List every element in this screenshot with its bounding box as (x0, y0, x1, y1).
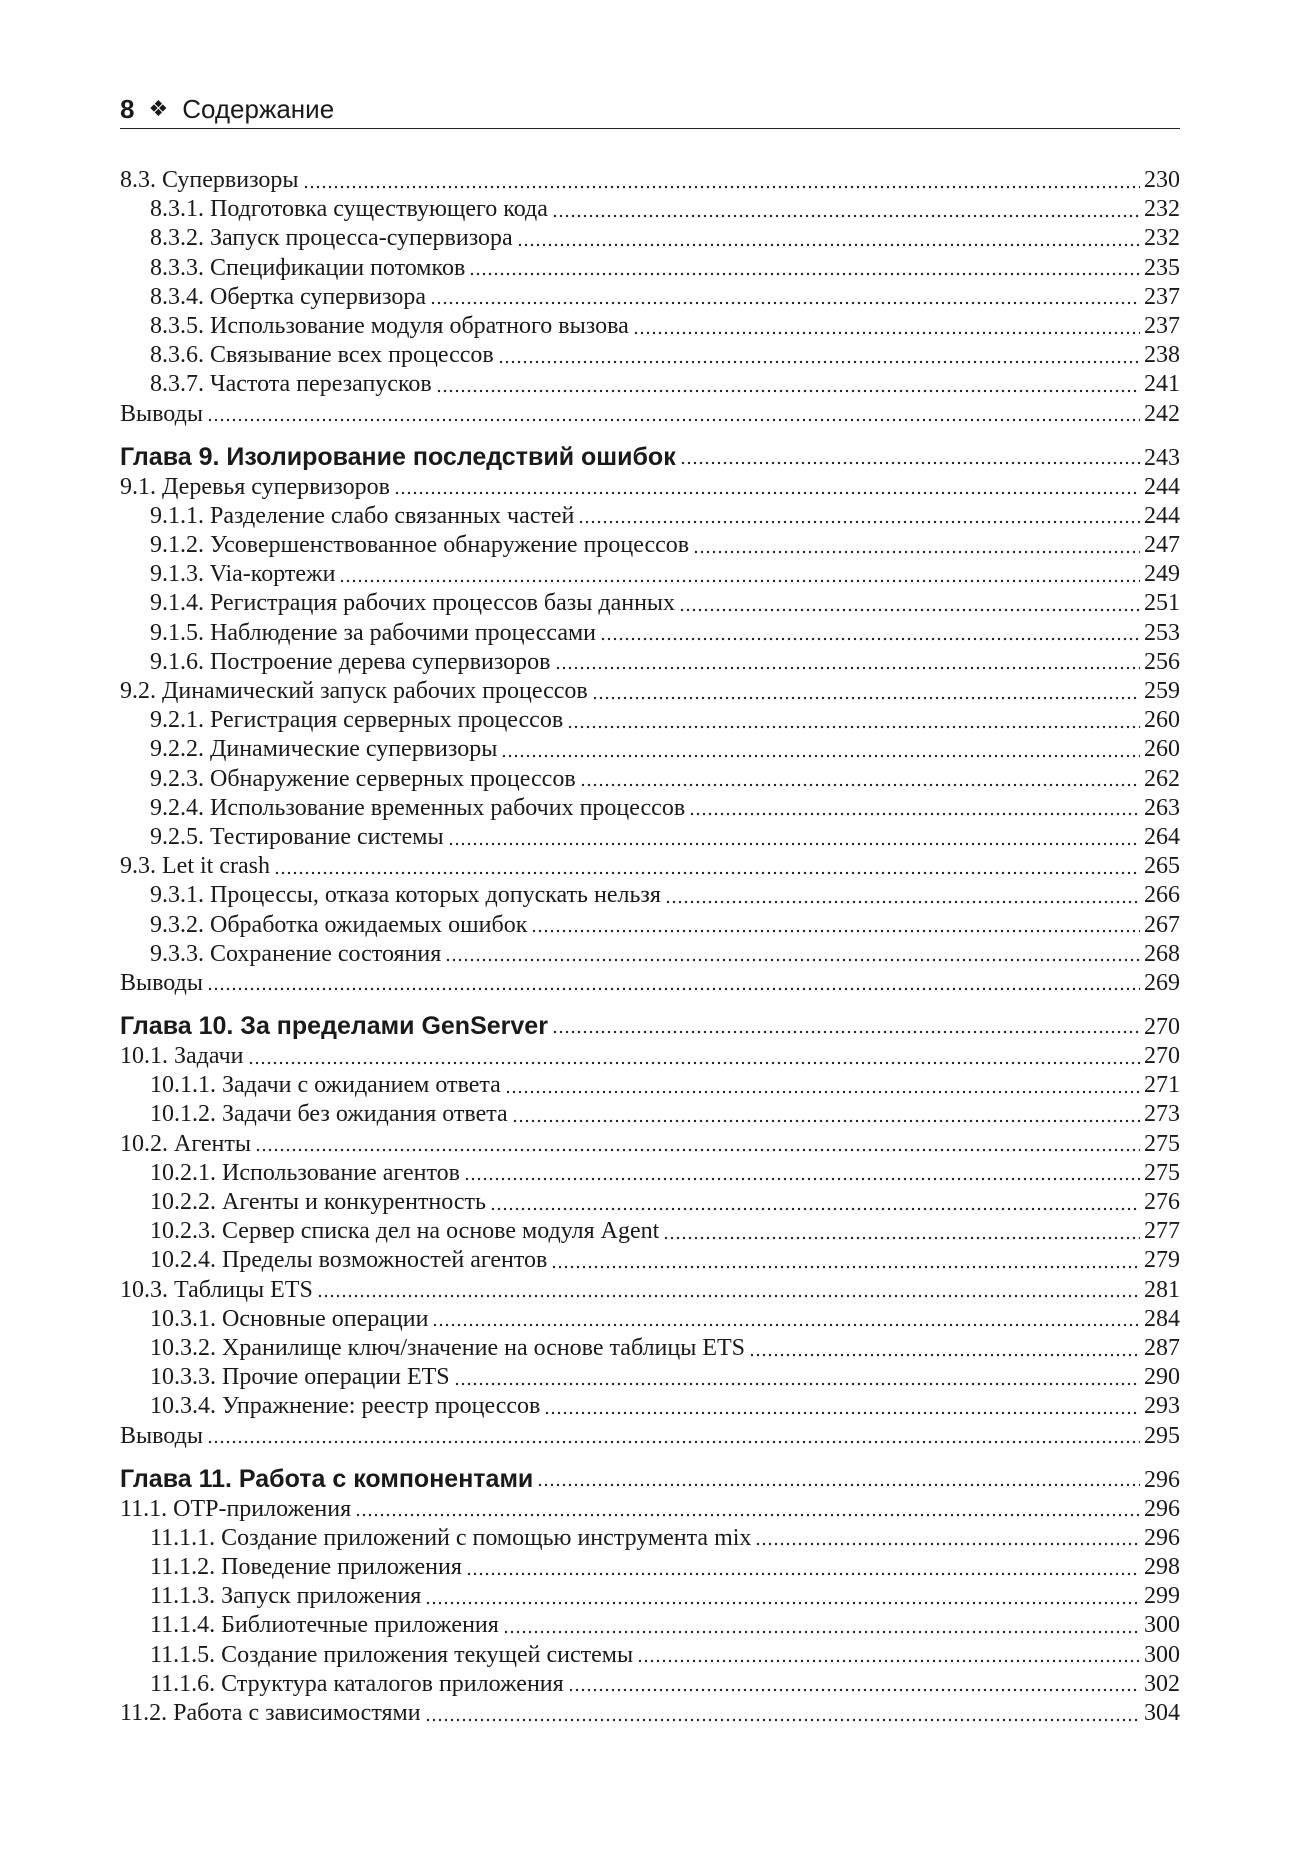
dot-leader (531, 928, 1140, 934)
toc-entry-page: 259 (1144, 678, 1180, 704)
toc-entry-label: 10.2.3. Сервер списка дел на основе модуля Agent (150, 1218, 660, 1245)
toc-entry-label: 11.1.6. Структура каталогов приложения (150, 1670, 564, 1697)
toc-entry-label: 9.3.3. Сохранение состояния (150, 940, 442, 967)
dot-leader (436, 388, 1140, 394)
dot-leader (425, 1717, 1140, 1723)
toc-entry-page: 232 (1144, 196, 1180, 223)
dot-leader (680, 460, 1140, 466)
toc-entry-label: 8.3.3. Спецификации потомков (150, 254, 466, 281)
toc-entry-page: 290 (1144, 1364, 1180, 1391)
dot-leader (339, 578, 1140, 584)
toc-entry-label: Глава 10. За пределами GenServer (120, 1012, 548, 1041)
dot-leader (464, 1176, 1140, 1182)
dot-leader (430, 300, 1140, 306)
dot-leader (693, 549, 1140, 555)
toc-entry-page: 275 (1144, 1159, 1180, 1186)
toc-entry-label: 9.1.3. Via-кортежи (150, 561, 336, 588)
toc-entry-label: Глава 9. Изолирование последствий ошибок (120, 442, 676, 471)
toc-entry-label: 9.1. Деревья супервизоров (120, 473, 390, 500)
toc-entry-label: 10.2.4. Пределы возможностей агентов (150, 1247, 548, 1274)
toc-entry (120, 166, 1180, 195)
dot-leader (490, 1206, 1140, 1212)
toc-entry (120, 502, 1180, 531)
toc-entry-page: 242 (1144, 400, 1180, 427)
toc-entry (120, 1334, 1180, 1363)
toc-entry (120, 1246, 1180, 1275)
toc-entry (120, 1524, 1180, 1553)
toc-entry-label: 9.1.6. Построение дерева супервизоров (150, 648, 551, 675)
dot-leader (551, 1264, 1140, 1270)
dot-leader (454, 1381, 1140, 1387)
toc-entry-page: 268 (1144, 940, 1180, 967)
toc-entry-page: 279 (1144, 1247, 1180, 1274)
toc-entry-label: 9.2. Динамический запуск рабочих процессов (120, 678, 588, 704)
dot-leader (567, 724, 1140, 730)
dot-leader (207, 1439, 1140, 1445)
toc-entry-page: 304 (1144, 1700, 1180, 1726)
toc-entry-label: 8.3.2. Запуск процесса-супервизора (150, 225, 513, 252)
toc-entry (120, 1276, 1180, 1305)
toc-entry-label: 9.2.1. Регистрация серверных процессов (150, 707, 564, 734)
dot-leader (555, 665, 1140, 671)
toc-entry (120, 1217, 1180, 1246)
toc-entry (120, 940, 1180, 969)
toc-entry-label: 10.2.2. Агенты и конкурентность (150, 1189, 486, 1215)
toc-entry (120, 881, 1180, 910)
toc-entry-label: 9.1.5. Наблюдение за рабочими процессами (150, 619, 597, 646)
dot-leader (512, 1118, 1140, 1124)
toc-entry-label: 8.3.4. Обертка супервизора (150, 283, 426, 310)
toc-entry (120, 1670, 1180, 1699)
toc-entry (120, 823, 1180, 852)
toc-entry (120, 1553, 1180, 1582)
dot-leader (303, 184, 1140, 190)
dot-leader (501, 753, 1140, 759)
toc-entry-page: 270 (1144, 1014, 1180, 1041)
toc-entry-page: 237 (1144, 312, 1180, 339)
toc-entry-label: 10.3.4. Упражнение: реестр процессов (150, 1393, 541, 1420)
dot-leader (580, 782, 1140, 788)
toc-entry (120, 1582, 1180, 1611)
dot-leader (425, 1600, 1140, 1606)
toc-entry (120, 473, 1180, 502)
toc-entry-page: 299 (1144, 1583, 1180, 1610)
toc-entry-label: 10.3.1. Основные операции (150, 1305, 429, 1332)
dot-leader (592, 695, 1140, 701)
toc-entry-label: Выводы (120, 400, 203, 427)
toc-entry-label: 8.3. Супервизоры (120, 167, 299, 193)
toc-entry (120, 1159, 1180, 1188)
toc-entry-label: 11.1.1. Создание приложений с помощью инструмента mix (150, 1524, 752, 1551)
page-title: Содержание (182, 93, 335, 124)
toc-entry (120, 1042, 1180, 1071)
toc-entry (120, 283, 1180, 312)
dot-leader (665, 899, 1140, 905)
toc-entry-label: Выводы (120, 969, 203, 996)
toc-entry-label: 11.1. OTP-приложения (120, 1495, 352, 1522)
toc-entry-label: Выводы (120, 1422, 203, 1449)
dot-leader (552, 213, 1140, 219)
toc-entry (120, 1363, 1180, 1392)
toc-entry-label: 8.3.1. Подготовка существующего кода (150, 196, 548, 223)
toc-entry-page: 262 (1144, 765, 1180, 792)
dot-leader (689, 811, 1140, 817)
dot-leader (448, 841, 1140, 847)
toc-entry-label: 10.3.3. Прочие операции ETS (150, 1364, 450, 1391)
toc-entry-page: 260 (1144, 736, 1180, 763)
toc-entry (120, 969, 1180, 998)
toc-entry-page: 264 (1144, 823, 1180, 850)
toc-entry-label: 9.2.3. Обнаружение серверных процессов (150, 765, 576, 792)
toc-entry (120, 1641, 1180, 1670)
toc-entry-label: 8.3.5. Использование модуля обратного вызова (150, 312, 629, 339)
toc-entry-page: 300 (1144, 1641, 1180, 1668)
toc-entry-label: 10.3. Таблицы ETS (120, 1276, 313, 1303)
toc-entry-label: 9.1.2. Усовершенствованное обнаружение процессов (150, 532, 690, 559)
toc-entry (120, 794, 1180, 823)
toc-entry-page: 263 (1144, 794, 1180, 821)
toc-entry (120, 531, 1180, 560)
toc-entry-label: 11.1.4. Библиотечные приложения (150, 1612, 499, 1639)
toc-entry (120, 677, 1180, 706)
dot-leader (755, 1541, 1140, 1547)
toc-entry (120, 911, 1180, 940)
toc-entry-label: 9.1.1. Разделение слабо связанных частей (150, 502, 575, 529)
dot-leader (600, 636, 1140, 642)
dot-leader (207, 417, 1140, 423)
toc-entry-label: 10.1.1. Задачи с ожиданием ответа (150, 1072, 501, 1099)
dot-leader (498, 359, 1140, 365)
table-of-contents (120, 166, 1180, 1728)
toc-entry-page: 256 (1144, 648, 1180, 675)
toc-entry-label: 10.1. Задачи (120, 1043, 244, 1070)
dot-leader (749, 1352, 1140, 1358)
dot-leader (274, 870, 1140, 876)
toc-entry-page: 276 (1144, 1189, 1180, 1215)
toc-entry-label: 9.1.4. Регистрация рабочих процессов базы данных (150, 590, 676, 617)
toc-entry-label: 10.1.2. Задачи без ожидания ответа (150, 1101, 508, 1128)
dot-leader (637, 1658, 1140, 1664)
toc-entry-page: 270 (1144, 1043, 1180, 1070)
toc-entry (120, 1611, 1180, 1640)
toc-entry (120, 195, 1180, 224)
toc-entry-page: 232 (1144, 225, 1180, 252)
dot-leader (207, 986, 1140, 992)
toc-entry-page: 269 (1144, 969, 1180, 996)
toc-entry-page: 265 (1144, 853, 1180, 880)
toc-entry (120, 1392, 1180, 1421)
toc-entry-page: 296 (1144, 1495, 1180, 1522)
toc-entry-label: 9.3.2. Обработка ожидаемых ошибок (150, 911, 528, 938)
toc-entry-page: 281 (1144, 1276, 1180, 1303)
page-number: 8 (120, 93, 135, 124)
toc-entry-page: 284 (1144, 1305, 1180, 1332)
toc-entry-page: 238 (1144, 342, 1180, 369)
toc-entry-page: 251 (1144, 590, 1180, 617)
toc-entry-label: 9.3. Let it crash (120, 853, 270, 880)
toc-entry-page: 247 (1144, 532, 1180, 559)
toc-entry-label: 10.2.1. Использование агентов (150, 1159, 460, 1186)
toc-entry-page: 230 (1144, 167, 1180, 193)
dot-leader (517, 242, 1140, 248)
dot-leader (469, 271, 1140, 277)
ornament-icon: ❖ (148, 96, 169, 121)
toc-entry (120, 254, 1180, 283)
toc-entry-page: 300 (1144, 1612, 1180, 1639)
toc-chapter-entry (120, 1010, 1180, 1042)
toc-entry-page: 298 (1144, 1554, 1180, 1581)
dot-leader (248, 1060, 1141, 1066)
toc-entry-label: 11.1.2. Поведение приложения (150, 1554, 462, 1581)
dot-leader (663, 1235, 1140, 1241)
toc-entry-page: 249 (1144, 561, 1180, 588)
toc-entry-label: 9.3.1. Процессы, отказа которых допускать нельзя (150, 882, 661, 909)
toc-entry-label: 10.2. Агенты (120, 1130, 251, 1157)
dot-leader (568, 1687, 1140, 1693)
dot-leader (445, 957, 1140, 963)
toc-entry (120, 560, 1180, 589)
dot-leader (505, 1089, 1140, 1095)
toc-entry (120, 1100, 1180, 1129)
toc-entry (120, 648, 1180, 677)
toc-entry-page: 271 (1144, 1072, 1180, 1099)
dot-leader (355, 1512, 1140, 1518)
toc-entry-page: 296 (1144, 1466, 1180, 1493)
toc-entry-page: 275 (1144, 1130, 1180, 1157)
toc-entry-page: 241 (1144, 371, 1180, 398)
toc-entry-page: 235 (1144, 254, 1180, 281)
toc-entry-page: 273 (1144, 1101, 1180, 1128)
toc-entry (120, 589, 1180, 618)
toc-entry-label: Глава 11. Работа с компонентами (120, 1464, 534, 1493)
dot-leader (317, 1293, 1140, 1299)
toc-entry (120, 852, 1180, 881)
toc-entry-page: 293 (1144, 1393, 1180, 1420)
toc-entry-label: 11.2. Работа с зависимостями (120, 1700, 421, 1726)
toc-entry-page: 237 (1144, 283, 1180, 310)
toc-entry (120, 1305, 1180, 1334)
dot-leader (537, 1482, 1140, 1488)
dot-leader (432, 1322, 1140, 1328)
toc-entry-page: 295 (1144, 1422, 1180, 1449)
toc-entry (120, 619, 1180, 648)
toc-entry (120, 1495, 1180, 1524)
toc-entry (120, 1422, 1180, 1451)
toc-entry (120, 224, 1180, 253)
toc-entry (120, 1699, 1180, 1728)
dot-leader (552, 1029, 1140, 1035)
toc-entry-page: 267 (1144, 911, 1180, 938)
toc-entry-label: 8.3.6. Связывание всех процессов (150, 342, 494, 369)
running-header (120, 90, 1180, 129)
toc-entry-label: 11.1.5. Создание приложения текущей системы (150, 1641, 634, 1668)
toc-entry-label: 10.3.2. Хранилище ключ/значение на основе таблицы ETS (150, 1334, 746, 1361)
toc-entry-label: 9.2.5. Тестирование системы (150, 823, 444, 850)
toc-entry-page: 287 (1144, 1334, 1180, 1361)
toc-entry-page: 266 (1144, 882, 1180, 909)
toc-chapter-entry (120, 441, 1180, 473)
toc-entry-label: 11.1.3. Запуск приложения (150, 1583, 422, 1610)
dot-leader (503, 1629, 1140, 1635)
dot-leader (255, 1147, 1140, 1153)
toc-entry-page: 277 (1144, 1218, 1180, 1245)
toc-entry (120, 735, 1180, 764)
dot-leader (394, 490, 1140, 496)
toc-entry (120, 312, 1180, 341)
toc-entry-page: 243 (1144, 444, 1180, 471)
dot-leader (466, 1571, 1140, 1577)
toc-entry (120, 706, 1180, 735)
toc-entry (120, 1130, 1180, 1159)
dot-leader (544, 1410, 1140, 1416)
toc-entry (120, 765, 1180, 794)
toc-entry-page: 260 (1144, 707, 1180, 734)
dot-leader (633, 330, 1140, 336)
toc-entry (120, 400, 1180, 429)
toc-entry (120, 1071, 1180, 1100)
toc-entry (120, 341, 1180, 370)
toc-entry-page: 244 (1144, 473, 1180, 500)
toc-entry-page: 253 (1144, 619, 1180, 646)
toc-entry-label: 9.2.4. Использование временных рабочих процессов (150, 794, 686, 821)
toc-entry (120, 1188, 1180, 1217)
toc-entry (120, 370, 1180, 399)
dot-leader (578, 519, 1140, 525)
toc-entry-page: 296 (1144, 1524, 1180, 1551)
toc-entry-label: 9.2.2. Динамические супервизоры (150, 736, 498, 763)
toc-chapter-entry (120, 1463, 1180, 1495)
toc-entry-label: 8.3.7. Частота перезапусков (150, 371, 432, 398)
toc-entry-page: 244 (1144, 502, 1180, 529)
toc-entry-page: 302 (1144, 1670, 1180, 1697)
dot-leader (679, 607, 1140, 613)
